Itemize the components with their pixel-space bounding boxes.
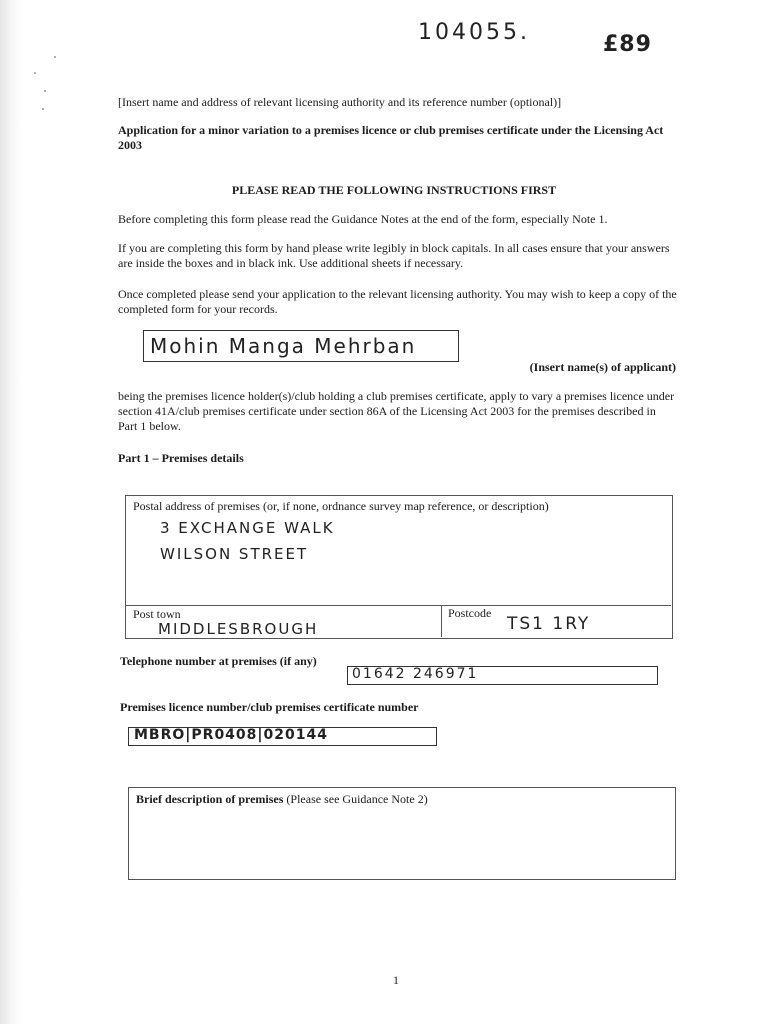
form-title: Application for a minor variation to a premises licence or club premises certificate under the Licensing Act 2003 <box>118 123 664 152</box>
scan-speck <box>54 56 56 58</box>
postcode-value[interactable]: TS1 1RY <box>507 614 591 634</box>
handwritten-fee: £89 <box>603 32 652 57</box>
premises-description-label-bold: Brief description of premises <box>136 792 284 806</box>
insert-authority-instruction: [Insert name and address of relevant licensing authority and its reference number (optional)] <box>118 95 562 109</box>
scan-edge-shadow <box>0 0 22 1024</box>
applicant-name-field[interactable] <box>143 330 459 362</box>
instructions-paragraph-3: Once completed please send your application to the relevant licensing authority. You may wish to keep a copy of the completed form for your records. <box>118 287 677 316</box>
premises-address-line-1: 3 EXCHANGE WALK <box>160 519 335 537</box>
premises-address-line-2: WILSON STREET <box>160 545 309 563</box>
instructions-paragraph-1: Before completing this form please read the Guidance Notes at the end of the form, especially Note 1. <box>118 212 608 226</box>
premises-description-label-note: (Please see Guidance Note 2) <box>283 792 428 806</box>
handwritten-reference-number: 104055. <box>418 20 530 45</box>
scan-speck <box>42 108 44 110</box>
premises-address-label: Postal address of premises (or, if none, ordnance survey map reference, or description) <box>133 499 549 513</box>
post-town-value[interactable]: MIDDLESBROUGH <box>158 620 319 638</box>
instructions-heading: PLEASE READ THE FOLLOWING INSTRUCTIONS FIRST <box>231 183 557 197</box>
premises-description-label <box>136 792 428 807</box>
telephone-label: Telephone number at premises (if any) <box>120 654 317 668</box>
licence-number-value: MBRO|PR0408|020144 <box>134 727 328 743</box>
post-town-label: Post town <box>133 607 181 621</box>
page-number: 1 <box>393 973 399 987</box>
instructions-paragraph-2: If you are completing this form by hand please write legibly in block capitals. In all cases ensure that your answers are inside the boxes and in black ink. Use additional sheets if necessary. <box>118 241 670 270</box>
declaration-text: being the premises licence holder(s)/club holding a club premises certificate, apply to vary a premises licence under section 41A/club premises certificate under section 86A of the Licensing Act 2003 for the premises described in Part 1 below. <box>118 389 675 433</box>
posttown-postcode-divider <box>441 605 442 637</box>
postcode-label: Postcode <box>448 606 492 620</box>
licence-number-label: Premises licence number/club premises certificate number <box>120 700 419 714</box>
address-divider <box>125 605 671 606</box>
part1-heading: Part 1 – Premises details <box>118 451 244 465</box>
scan-speck <box>44 90 46 92</box>
premises-address-field[interactable] <box>125 495 673 639</box>
scan-speck <box>34 72 36 74</box>
applicant-name-label: (Insert name(s) of applicant) <box>529 360 676 374</box>
telephone-value: 01642 246971 <box>352 666 479 682</box>
applicant-name-value: Mohin Manga Mehrban <box>150 334 417 358</box>
